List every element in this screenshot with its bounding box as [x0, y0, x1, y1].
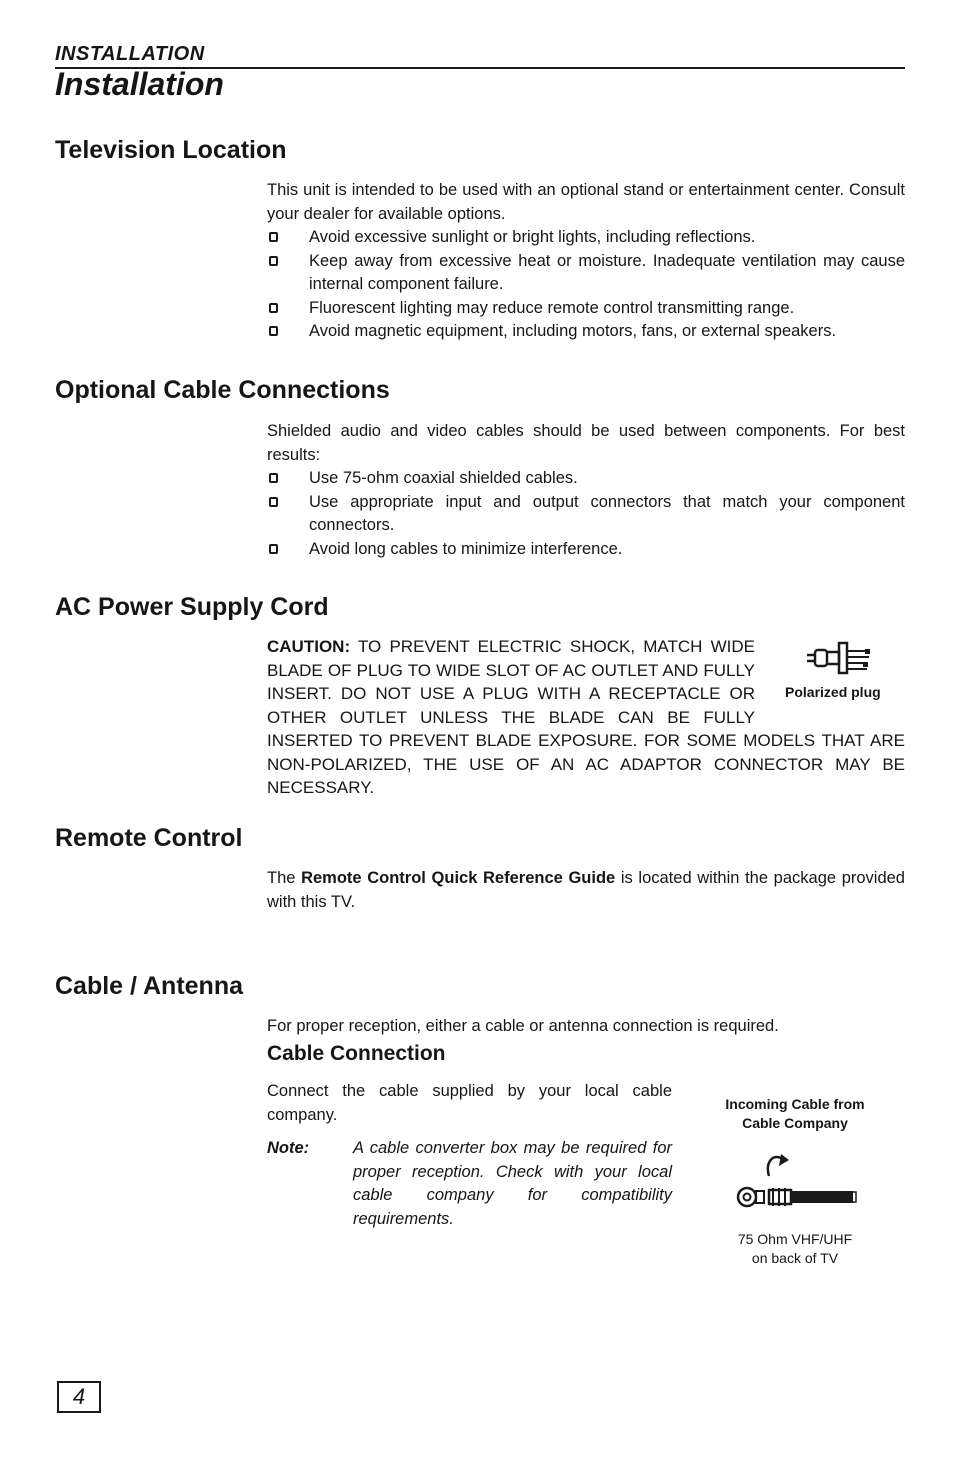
curved-arrow-icon — [768, 1154, 789, 1176]
section-title-ac-power: AC Power Supply Cord — [55, 593, 329, 621]
cable-connect-text: Connect the cable supplied by your local cable company. — [267, 1082, 672, 1124]
jack-caption-line-2: on back of TV — [751, 1250, 839, 1266]
remote-guide-name: Remote Control Quick Reference Guide — [301, 869, 616, 887]
list-item — [267, 226, 905, 250]
tv-location-list — [267, 226, 905, 344]
page-number: 4 — [57, 1381, 101, 1413]
polarized-plug-icon — [803, 637, 883, 677]
remote-text-after: is located within the package provided with this TV. — [267, 869, 905, 911]
list-item — [267, 491, 905, 538]
checkbox-square-icon — [269, 544, 278, 554]
cable-connections-body — [267, 420, 905, 561]
ac-power-caution — [267, 635, 905, 800]
jack-caption-line-1: 75 Ohm VHF/UHF — [737, 1231, 853, 1247]
list-item-text: Avoid excessive sunlight or bright lights, including reflections. — [309, 228, 756, 246]
cable-connections-list — [267, 467, 905, 561]
cable-note — [267, 1137, 672, 1231]
list-item-text: Fluorescent lighting may reduce remote control transmitting range. — [309, 298, 795, 317]
list-item-text: Use appropriate input and output connectors that match your component connectors. — [309, 492, 905, 534]
remote-body — [267, 867, 905, 914]
list-item-text: Keep away from excessive heat or moisture. Inadequate ventilation may cause internal component failure. — [309, 251, 905, 293]
checkbox-square-icon — [269, 232, 278, 242]
checkbox-square-icon — [269, 256, 278, 266]
cable-connection-subtitle: Cable Connection — [267, 1042, 446, 1065]
list-item — [267, 297, 905, 321]
list-item — [267, 467, 905, 491]
list-item-text: Avoid long cables to minimize interference. — [309, 539, 623, 558]
list-item-text: Use 75-ohm coaxial shielded cables. — [309, 469, 578, 487]
note-text: A cable converter box may be required for proper reception. Check with your local cable company for compatibility requirements. — [353, 1139, 672, 1228]
incoming-caption-line-1: Incoming Cable from — [725, 1096, 865, 1112]
jack-caption — [700, 1230, 890, 1268]
tv-location-intro: This unit is intended to be used with an optional stand or entertainment center. Consult your dealer for available options. — [267, 181, 905, 223]
section-title-remote: Remote Control — [55, 824, 243, 852]
polarized-plug-figure — [765, 635, 905, 709]
cable-antenna-intro: For proper reception, either a cable or antenna connection is required. — [267, 1017, 779, 1035]
checkbox-square-icon — [269, 497, 278, 507]
list-item — [267, 320, 905, 344]
coax-cable-icon — [738, 1188, 856, 1206]
caution-label: CAUTION: — [267, 637, 351, 656]
running-header: INSTALLATION — [55, 43, 205, 65]
list-item — [267, 538, 905, 562]
list-item-text: Avoid magnetic equipment, including motors, fans, or external speakers. — [309, 322, 837, 340]
note-label: Note: — [267, 1139, 310, 1157]
page-title: Installation — [55, 66, 224, 102]
incoming-cable-caption — [700, 1095, 890, 1133]
section-title-cable-antenna: Cable / Antenna — [55, 972, 243, 1000]
checkbox-square-icon — [269, 473, 278, 483]
incoming-caption-line-2: Cable Company — [742, 1115, 848, 1131]
cable-connections-intro: Shielded audio and video cables should be used between components. For best results: — [267, 422, 905, 464]
list-item — [267, 250, 905, 297]
remote-text-before: The — [267, 869, 302, 887]
plug-caption: Polarized plug — [785, 684, 881, 700]
coax-cable-figure — [735, 1150, 860, 1212]
checkbox-square-icon — [269, 303, 278, 313]
section-title-cable-connections: Optional Cable Connections — [55, 376, 390, 404]
caution-text: TO PREVENT ELECTRIC SHOCK, MATCH WIDE BLADE OF PLUG TO WIDE SLOT OF AC OUTLET AND FULLY INSERT. DO NOT USE A PLUG WITH A RECEPTACLE OR OTHER OUTLET UNLESS THE BLADE CAN BE FULLY INSERTED TO PREVENT BLADE EXPOSURE. FOR SOME MODELS THAT ARE NON-POLARIZED, THE USE OF AN AC ADAPTOR CONNECTOR MAY BE NECESSARY. — [267, 637, 905, 797]
section-title-tv-location: Television Location — [55, 136, 287, 164]
checkbox-square-icon — [269, 326, 278, 336]
tv-location-body — [267, 179, 905, 344]
